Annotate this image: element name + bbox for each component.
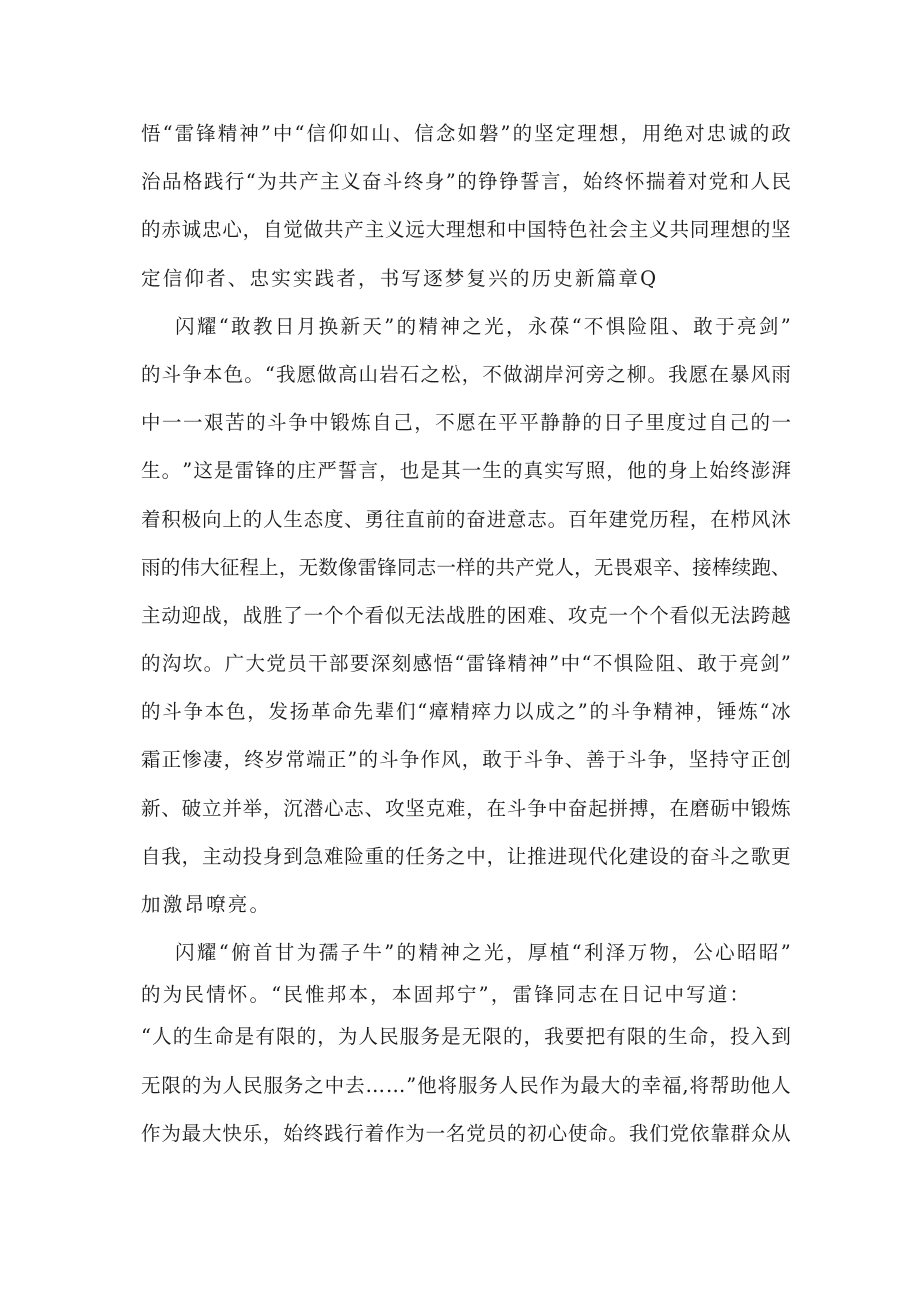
text-line: 霜 正 惨 凄 ， 终 岁 常 端 正 ” 的 斗 争 作 风 ， 敢 于 斗 争 、 善 于 斗 争 ， 坚 持 守 正 创: [141, 748, 791, 772]
text-line: 着 积 极 向 上 的 人 生 态 度 、 勇 往 直 前 的 奋 进 意 志 。 百 年 建 党 历 程 ， 在 栉 风 沐: [141, 507, 791, 531]
text-line: 治 品 格 践 行 “ 为 共 产 主 义 奋 斗 终 身 ” 的 铮 铮 誓 言 ， 始 终 怀 揣 着 对 党 和 人 民: [141, 170, 791, 194]
text-line: 新 、 破 立 并 举 ， 沉 潜 心 志 、 攻 坚 克 难 ， 在 斗 争 中 奋 起 拼 搏 ， 在 磨 砺 中 锻 炼: [141, 796, 791, 820]
text-line: 雨 的 伟 大 征 程 上 ， 无 数 像 雷 锋 同 志 一 样 的 共 产 党 人 ， 无 畏 艰 辛 、 接 棒 续 跑 、: [141, 555, 791, 579]
text-line: 加激昂嘹亮。: [141, 893, 272, 916]
text-line: 的 斗 争 本 色 ， 发 扬 革 命 先 辈 们 “ 瘴 精 瘁 力 以 成 之 ” 的 斗 争 精 神 ， 锤 炼 “ 冰: [141, 700, 791, 724]
text-line: 悟 “ 雷 锋 精 神 ” 中 “ 信 仰 如 山 、 信 念 如 磐 ” 的 坚 定 理 想 ， 用 绝 对 忠 诚 的 政: [141, 122, 791, 145]
text-line: 闪 耀 “ 俯 首 甘 为 孺 子 牛 ” 的 精 神 之 光 ， 厚 植 “ 利 泽 万 物 ， 公 心 昭 昭 ”: [175, 941, 791, 965]
text-line: 的 赤 诚 忠 心 ， 自 觉 做 共 产 主 义 远 大 理 想 和 中 国 特 色 社 会 主 义 共 同 理 想 的 坚: [141, 218, 791, 242]
text-line: 的 沟 坎 。 广 大 党 员 干 部 要 深 刻 感 悟 “ 雷 锋 精 神 ” 中 “ 不 惧 险 阻 、 敢 于 亮 剑 ”: [141, 652, 791, 676]
text-line: 无 限 的 为 人 民 服 务 之 中 去 … … ” 他 将 服 务 人 民 作 为 最 大 的 幸 福 , 将 帮 助 他 人: [141, 1073, 791, 1097]
text-line: 的 斗 争 本 色 。 “ 我 愿 做 高 山 岩 石 之 松 ， 不 做 湖 岸 河 旁 之 柳 。 我 愿 在 暴 风 雨: [141, 362, 791, 386]
text-line: “ 人 的 生 命 是 有 限 的 ， 为 人 民 服 务 是 无 限 的 ， 我 要 把 有 限 的 生 命 ， 投 入 到: [141, 1025, 791, 1049]
text-line: 自 我 ， 主 动 投 身 到 急 难 险 重 的 任 务 之 中 ， 让 推 进 现 代 化 建 设 的 奋 斗 之 歌 更: [141, 844, 791, 868]
text-line: 定信仰者、忠实实践者，书写逐梦复兴的历史新篇章Q: [141, 266, 659, 290]
text-line: 的为民情怀。“民惟邦本，本固邦宁”，雷锋同志在日记中写道：: [141, 983, 752, 1007]
text-line: 闪 耀 “ 敢 教 日 月 换 新 天 ” 的 精 神 之 光 ， 永 葆 “ 不 惧 险 阻 、 敢 于 亮 剑 ”: [175, 314, 791, 338]
text-line: 主 动 迎 战 ， 战 胜 了 一 个 个 看 似 无 法 战 胜 的 困 难 、 攻 克 一 个 个 看 似 无 法 跨 越: [141, 603, 791, 627]
text-line: 中 一 一 艰 苦 的 斗 争 中 锻 炼 自 己 ， 不 愿 在 平 平 静 静 的 日 子 里 度 过 自 己 的 一: [141, 411, 791, 435]
body-text: [141, 110, 791, 1158]
text-line: 作 为 最 大 快 乐 ， 始 终 践 行 着 作 为 一 名 党 员 的 初 心 使 命 。 我 们 党 依 靠 群 众 从: [141, 1121, 791, 1145]
text-line: 生 。 ” 这 是 雷 锋 的 庄 严 誓 言 ， 也 是 其 一 生 的 真 实 写 照 ， 他 的 身 上 始 终 澎 湃: [141, 459, 791, 483]
